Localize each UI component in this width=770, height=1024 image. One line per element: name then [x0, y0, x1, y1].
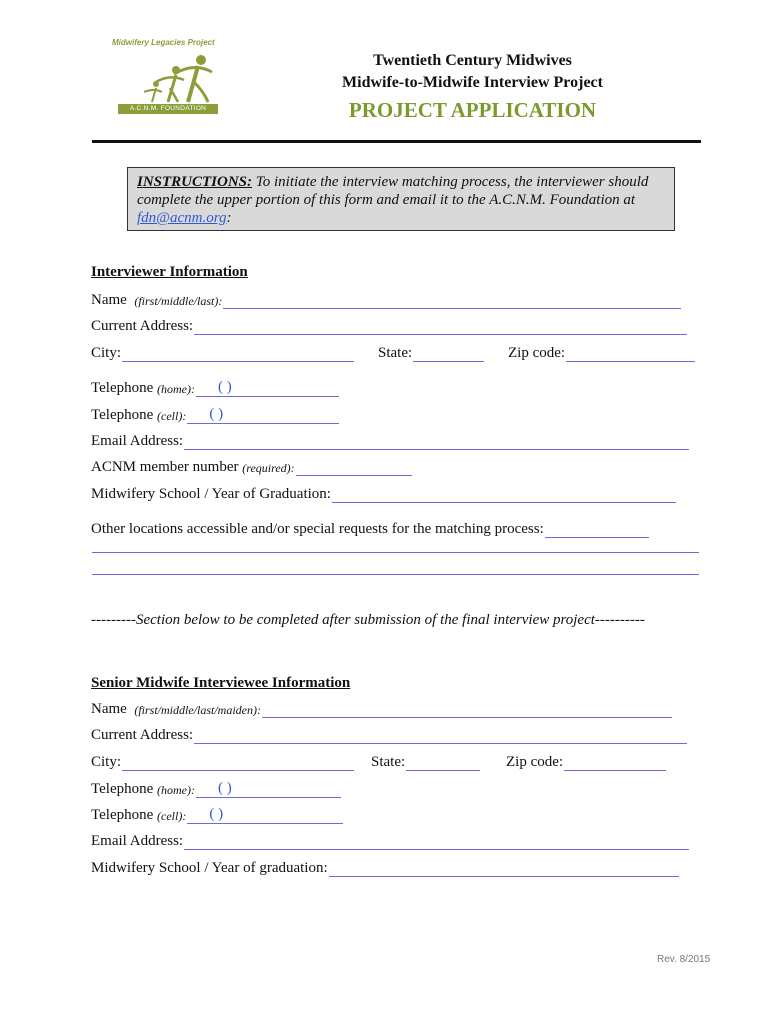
- tel-label: Telephone: [91, 807, 154, 823]
- interviewee-email-row: [91, 832, 689, 850]
- interviewer-tel-home-row: [91, 379, 339, 397]
- school-label: Midwifery School / Year of graduation:: [91, 860, 328, 876]
- interviewee-email-field[interactable]: [184, 835, 689, 850]
- other-label: Other locations accessible and/or special requests for the matching process:: [91, 521, 544, 537]
- instructions-text: To initiate the interview matching process, the interviewer should complete the upper portion of this form and email it to the A.C.N.M. Foundation at: [137, 174, 649, 208]
- address-label: Current Address:: [91, 318, 194, 334]
- interviewer-state-row: [378, 344, 484, 362]
- acnm-hint: (required):: [242, 461, 295, 475]
- state-label: State:: [371, 754, 406, 770]
- interviewer-other-line-2[interactable]: [92, 552, 699, 553]
- email-label: Email Address:: [91, 433, 184, 449]
- area-code-placeholder: ( ): [209, 406, 224, 422]
- interviewee-tel-home-field[interactable]: [196, 780, 341, 798]
- header-rule: [92, 140, 701, 143]
- revision-label: Rev. 8/2015: [657, 954, 711, 965]
- school-label: Midwifery School / Year of Graduation:: [91, 486, 331, 502]
- tel-home-hint: (home):: [157, 783, 195, 797]
- instructions-label: INSTRUCTIONS:: [137, 174, 253, 190]
- zip-label: Zip code:: [508, 345, 566, 361]
- tel-cell-hint: (cell):: [157, 409, 187, 423]
- tel-home-hint: (home):: [157, 382, 195, 396]
- interviewer-acnm-row: [91, 458, 412, 476]
- interviewer-state-field[interactable]: [413, 347, 484, 362]
- interviewee-city-field[interactable]: [122, 756, 354, 771]
- logo-foundation-banner: A.C.N.M. FOUNDATION: [118, 104, 218, 114]
- area-code-placeholder: ( ): [209, 806, 224, 822]
- tel-label: Telephone: [91, 380, 154, 396]
- interviewer-name-field[interactable]: [223, 294, 681, 309]
- name-label: Name: [91, 292, 127, 308]
- zip-label: Zip code:: [506, 754, 564, 770]
- header-line-2: Midwife-to-Midwife Interview Project: [342, 74, 603, 91]
- email-label: Email Address:: [91, 833, 184, 849]
- tel-label: Telephone: [91, 781, 154, 797]
- interviewee-tel-cell-field[interactable]: [187, 806, 343, 824]
- interviewer-school-row: [91, 485, 676, 503]
- foundation-logo: [104, 38, 230, 120]
- interviewer-name-row: [91, 291, 681, 309]
- interviewer-email-field[interactable]: [184, 435, 689, 450]
- name-hint: (first/middle/last/maiden):: [134, 703, 261, 717]
- interviewer-acnm-field[interactable]: [296, 461, 412, 476]
- interviewee-city-row: [91, 753, 354, 771]
- interviewer-other-field[interactable]: [545, 523, 649, 538]
- name-label: Name: [91, 701, 127, 717]
- interviewer-other-line-3[interactable]: [92, 574, 699, 575]
- interviewer-tel-cell-field[interactable]: [187, 406, 339, 424]
- interviewer-city-row: [91, 344, 354, 362]
- interviewer-address-field[interactable]: [194, 320, 687, 335]
- city-label: City:: [91, 754, 122, 770]
- interviewee-tel-home-row: [91, 780, 341, 798]
- interviewee-section-title: Senior Midwife Interviewee Information: [91, 675, 351, 691]
- interviewee-tel-cell-row: [91, 806, 343, 824]
- header-line-1: Twentieth Century Midwives: [373, 52, 572, 69]
- instructions-end: :: [226, 210, 232, 226]
- interviewer-other-row: [91, 520, 649, 538]
- midwives-figures-icon: [104, 48, 230, 104]
- section-divider-text: ---------Section below to be completed after submission of the final interview project----------: [91, 612, 645, 628]
- interviewee-name-row: [91, 700, 672, 718]
- interviewer-tel-home-field[interactable]: [196, 379, 339, 397]
- interviewee-state-field[interactable]: [406, 756, 480, 771]
- instructions-box: [127, 167, 675, 231]
- interviewer-email-row: [91, 432, 689, 450]
- interviewer-address-row: [91, 317, 687, 335]
- interviewer-tel-cell-row: [91, 406, 339, 424]
- area-code-placeholder: ( ): [218, 780, 232, 796]
- logo-title: Midwifery Legacies Project: [112, 38, 215, 47]
- interviewer-zip-row: [508, 344, 695, 362]
- interviewee-school-field[interactable]: [329, 862, 679, 877]
- city-label: City:: [91, 345, 122, 361]
- interviewee-name-field[interactable]: [262, 703, 672, 718]
- interviewee-school-row: [91, 859, 679, 877]
- name-hint: (first/middle/last):: [134, 294, 223, 308]
- interviewer-section-title: Interviewer Information: [91, 264, 248, 280]
- area-code-placeholder: ( ): [218, 379, 232, 395]
- page-title: PROJECT APPLICATION: [348, 98, 597, 122]
- interviewee-state-row: [371, 753, 480, 771]
- tel-label: Telephone: [91, 407, 154, 423]
- state-label: State:: [378, 345, 413, 361]
- interviewee-zip-row: [506, 753, 666, 771]
- interviewee-zip-field[interactable]: [564, 756, 666, 771]
- interviewer-zip-field[interactable]: [566, 347, 695, 362]
- interviewee-address-row: [91, 726, 687, 744]
- interviewee-address-field[interactable]: [194, 729, 687, 744]
- address-label: Current Address:: [91, 727, 194, 743]
- tel-cell-hint: (cell):: [157, 809, 187, 823]
- acnm-label: ACNM member number: [91, 459, 239, 475]
- interviewer-school-field[interactable]: [332, 488, 676, 503]
- foundation-email-link[interactable]: fdn@acnm.org: [137, 210, 227, 226]
- interviewer-city-field[interactable]: [122, 347, 354, 362]
